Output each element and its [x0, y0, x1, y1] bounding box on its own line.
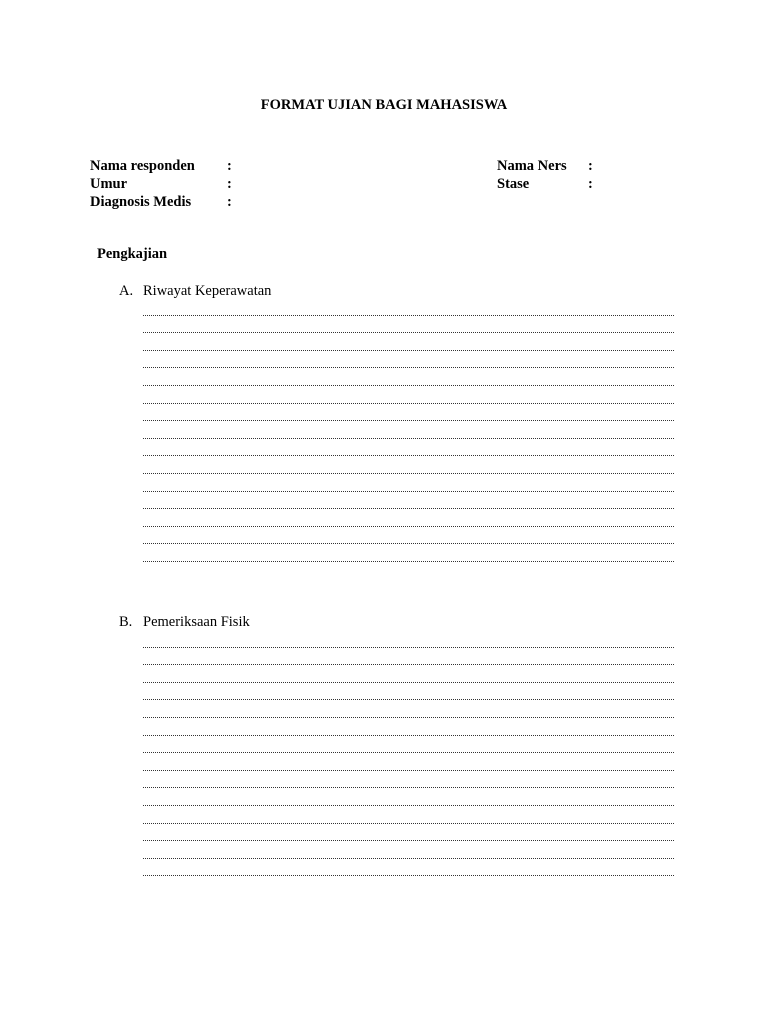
- dotted-answer-line: [143, 527, 674, 545]
- dotted-answer-line: [143, 456, 674, 474]
- dotted-answer-line: [143, 544, 674, 562]
- dotted-answer-line: [143, 753, 674, 771]
- field-label: Umur: [90, 176, 128, 192]
- subsection-heading-b: [119, 614, 250, 631]
- subsection-letter: A.: [119, 283, 134, 299]
- dotted-answer-lines-a: [143, 298, 674, 562]
- dotted-answer-line: [143, 859, 674, 877]
- dotted-answer-line: [143, 665, 674, 683]
- dotted-answer-line: [143, 316, 674, 334]
- dotted-answer-line: [143, 700, 674, 718]
- subsection-title: Pemeriksaan Fisik: [143, 614, 250, 630]
- document-title: FORMAT UJIAN BAGI MAHASISWA: [260, 97, 508, 113]
- dotted-answer-line: [143, 351, 674, 369]
- dotted-answer-line: [143, 788, 674, 806]
- dotted-answer-line: [143, 404, 674, 422]
- field-colon: :: [227, 176, 232, 192]
- dotted-answer-line: [143, 474, 674, 492]
- field-label: Nama responden: [90, 158, 195, 174]
- dotted-answer-line: [143, 630, 674, 648]
- field-colon: :: [227, 194, 232, 210]
- field-label: Nama Ners: [497, 158, 567, 174]
- dotted-answer-line: [143, 509, 674, 527]
- field-label: Diagnosis Medis: [90, 194, 192, 210]
- subsection-title: Riwayat Keperawatan: [143, 283, 272, 299]
- dotted-answer-line: [143, 298, 674, 316]
- subsection-letter: B.: [119, 614, 133, 630]
- dotted-answer-line: [143, 806, 674, 824]
- dotted-answer-line: [143, 386, 674, 404]
- dotted-answer-line: [143, 683, 674, 701]
- field-colon: :: [588, 176, 593, 192]
- dotted-answer-line: [143, 439, 674, 457]
- field-colon: :: [227, 158, 232, 174]
- dotted-answer-line: [143, 368, 674, 386]
- dotted-answer-line: [143, 771, 674, 789]
- field-colon: :: [588, 158, 593, 174]
- dotted-answer-line: [143, 824, 674, 842]
- dotted-answer-line: [143, 333, 674, 351]
- dotted-answer-line: [143, 492, 674, 510]
- section-heading-pengkajian: Pengkajian: [97, 246, 168, 262]
- dotted-answer-line: [143, 718, 674, 736]
- dotted-answer-line: [143, 421, 674, 439]
- dotted-answer-line: [143, 736, 674, 754]
- field-label: Stase: [497, 176, 530, 192]
- dotted-answer-lines-b: [143, 630, 674, 876]
- dotted-answer-line: [143, 841, 674, 859]
- dotted-answer-line: [143, 648, 674, 666]
